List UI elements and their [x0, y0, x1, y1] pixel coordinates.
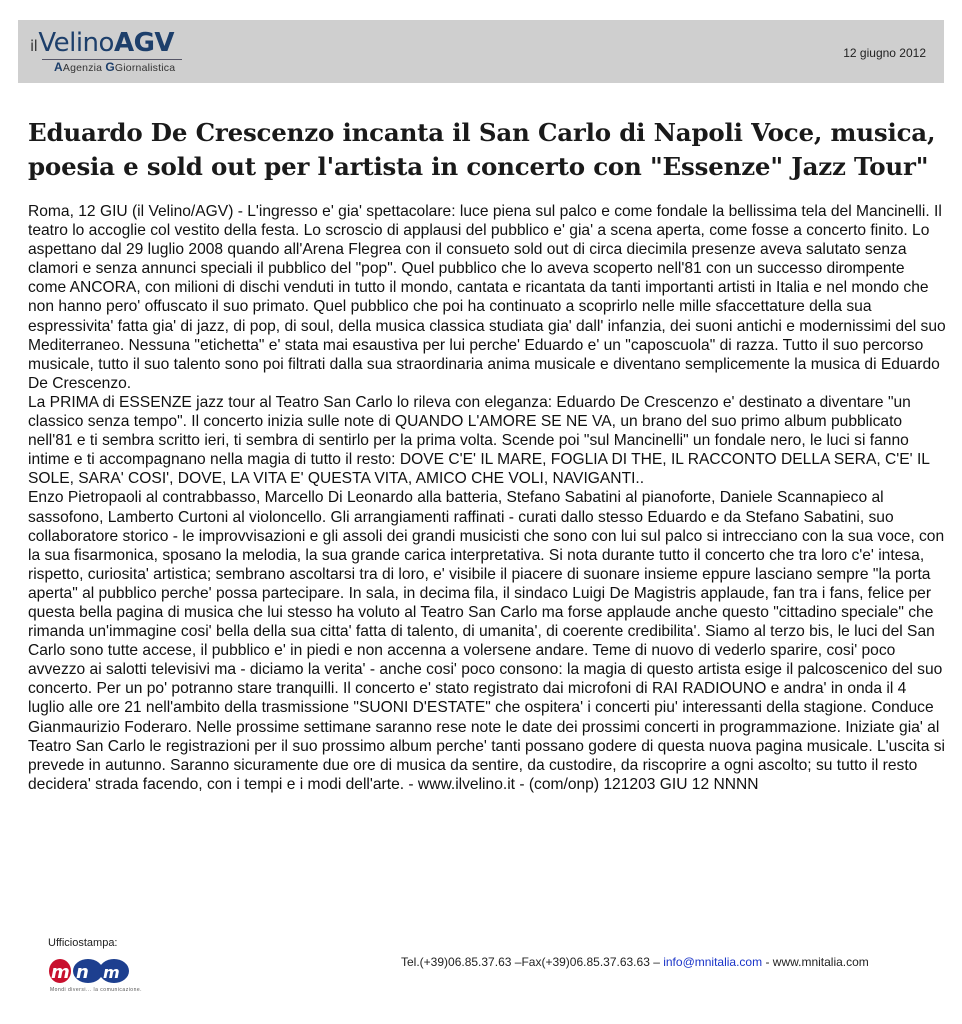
contact-line: [401, 955, 869, 969]
website-link[interactable]: www.mnitalia.com: [772, 955, 869, 969]
svg-text:n: n: [76, 962, 89, 983]
separator: –: [511, 955, 522, 969]
email-link[interactable]: info@mnitalia.com: [663, 955, 763, 969]
logo-subtitle-agenzia: Agenzia: [62, 62, 103, 74]
article-paragraph: La PRIMA di ESSENZE jazz tour al Teatro San Carlo lo rileva con eleganza: Eduardo De Crescenzo e' destinato a diventare "un classico senza tempo". Il concerto inizia sulle note di QUANDO L'AMORE SE NE VA, un brano del suo primo album pubblicato nell'81 e ti sembra scritto ieri, ti sembra di sentirlo per la prima volta. Scende poi "sul Mancinelli" un fondale nero, le luci si fanno intime e ti accompagnano nella magia di tutto il resto: DOVE C'E' IL MARE, FOGLIA DI THE, IL RACCONTO DELLA SERA, C'E' IL SOLE, SARA' COSI', DOVE, LA VITA E' QUESTA VITA, AMICO CHE VOLI, NAVIGANTI..: [28, 393, 930, 488]
svg-text:m: m: [51, 962, 70, 983]
logo-il: il: [30, 37, 38, 55]
article-body: [28, 202, 946, 794]
logo-agv: AGV: [113, 28, 175, 58]
svg-text:m: m: [103, 963, 120, 982]
logo-wordmark: [30, 28, 174, 61]
contact-tel: Tel.(+39)06.85.37.63: [401, 955, 512, 969]
article-title: Eduardo De Crescenzo incanta il San Carlo di Napoli Voce, musica, poesia e sold out per l'artista in concerto con "Essenze" Jazz Tour": [28, 118, 936, 181]
logo-velino: Velino: [38, 28, 114, 58]
separator: –: [649, 955, 664, 969]
article-date: 12 giugno 2012: [843, 46, 926, 60]
article-paragraph: Roma, 12 GIU (il Velino/AGV) - L'ingresso e' gia' spettacolare: luce piena sul palco e come fondale la bellissima tela del Mancinelli. Il teatro lo accoglie col vestito della festa. Lo scroscio di applausi del pubblico e' gia' a scena aperta, come fosse a concerto finito. Lo aspettano dal 29 luglio 2008 quando all'Arena Flegrea con il consueto sold out di circa diecimila presenze aveva salutato senza clamori e senza annunci speciali il pubblico del "pop". Quel pubblico che lo aveva scoperto nell'81 con un successo dirompente come ANCORA, con milioni di dischi venduti in tutto il mondo, cantata e ricantata da tanti importanti artisti in Italia e nel mondo che non hanno pero' offuscato il suo primato. Quel pubblico che poi ha continuato a scoprirlo nelle mille sfaccettature della sua espressivita' fatta gia' di jazz, di pop, di soul, della musica classica studiata gia' dall' infanzia, dei suoni antichi e modernissimi del suo Mediterraneo. Nessuna "etichetta" e' stata mai esaustiva per lui perche' Eduardo e' un "caposcuola" di razza. Tutto il suo percorso musicale, tutto il suo talento sono poi filtrati dalla sua straordinaria anima musicale e diventano semplicemente la musica di Eduardo De Crescenzo.: [28, 203, 946, 392]
header-bar: [18, 20, 944, 83]
velino-agv-logo[interactable]: [30, 28, 200, 74]
mn-logo-tagline: Mondi diversi... la comunicazione.: [50, 987, 143, 993]
logo-subtitle: AAgenzia GGiornalistica: [54, 60, 176, 74]
article-paragraph: Enzo Pietropaoli al contrabbasso, Marcello Di Leonardo alla batteria, Stefano Sabatini al pianoforte, Daniele Scannapieco al sassofono, Lamberto Curtoni al violoncello. Gli arrangiamenti raffinati - curati dallo stesso Eduardo e da Stefano Sabatini, suo collaboratore storico - le improvvisazioni e gli assoli dei grandi musicisti che sono con lui sul palco si intrecciano con la sua voce, con la sua fisarmonica, sposano la melodia, la sua grande carica interpretativa. Si nota durante tutto il concerto che tra loro c'e' intesa, rispetto, curiosita' artistica; sembrano ascoltarsi tra di loro, e' visibile il piacere di suonare insieme eppure lasciano sempre "la porta aperta" al pubblico perche' possa partecipare. In sala, in decima fila, il sindaco Luigi De Magistris applaude, fan tra i fans, felice per questa bella pagina di musica che lui stesso ha voluto al Teatro San Carlo ma forse applaude anche questo "cittadino speciale" che rimanda un'immagine cosi' bella della sua citta' fatta di talento, di umanita', di coerente credibilita'. Siamo al terzo bis, le luci del San Carlo sono tutte accese, il pubblico e' in piedi e non accenna a volersene andare. Teme di nuovo di vederlo sparire, cosi' poco avvezzo ai salotti televisivi ma - diciamo la verita' - anche cosi' poco consono: la magia di questo artista esige il palcoscenico del suo concerto. Per un po' potranno stare tranquilli. Il concerto e' stato registrato dai microfoni di RAI RADIOUNO e andra' in onda il 4 luglio alle ore 21 nell'ambito della trasmissione "SUONI D'ESTATE" che ospitera' i concerti piu' interessanti della stagione. Conduce Gianmaurizio Foderaro. Nelle prossime settimane saranno rese note le date dei prossimi concerti in programmazione. Iniziate gia' al Teatro San Carlo le registrazioni per il suo prossimo album perche' tanti possano godere di questa nuova pagina musicale. L'uscita si prevede in autunno. Saranno sicuramente due ore di musica da sentire, da custodire, da riscoprire a ogni ascolto; su tutto il resto decidera' strada facendo, con i tempi e i modi dell'arte. - www.ilvelino.it - (com/onp) 121203 GIU 12 NNNN: [28, 489, 945, 793]
press-office-label: Ufficiostampa:: [48, 937, 118, 949]
separator: -: [762, 955, 773, 969]
contact-fax: Fax(+39)06.85.37.63.63: [521, 955, 650, 969]
logo-subtitle-giornalistica: Giornalistica: [114, 62, 176, 74]
